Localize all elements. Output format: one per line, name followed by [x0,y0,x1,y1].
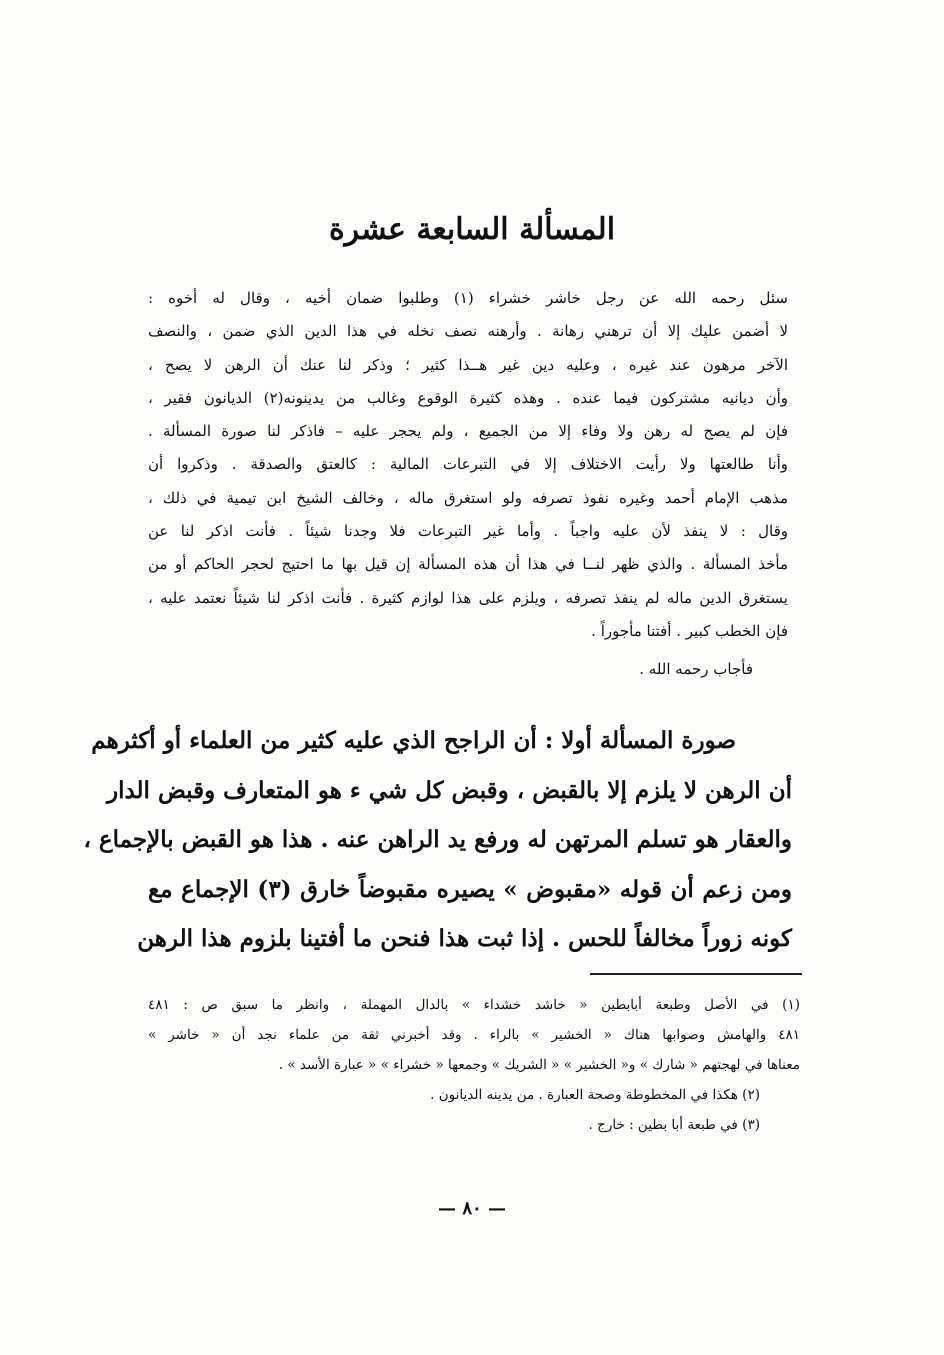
footnote-line: معناها في لهجتهم « شارك » و« الخشير » « الشريك » وجمعها « خشراء » « عبارة الأسد » . [278,1057,800,1073]
question-line: وقال : لا ينفذ لأن عليه واجباً . وأما غير التبرعات فلا وجدنا شيئاً . فأنت اذكر لنا عن [148,522,788,541]
answer-line: صورة المسألة أولا : أن الراجح الذي عليه كثير من العلماء أو أكثرهم [91,727,736,754]
question-line: سئل رحمه الله عن رجل خاشر خشراء (١) وطلبوا ضمان أخيه ، وقال له أخوه : [148,289,788,307]
section-heading: المسألة السابعة عشرة [328,212,616,247]
question-line: يستغرق الدين ماله لم ينفذ تصرفه ، ويلزم على هذا لوازم كثيرة . فأنت اذكر لنا شيئاً نعتمد عليه ، [148,588,788,607]
footnote-line: (١) في الأصل وطبعة أبابطين « خاشد خشداء » بالدال المهملة ، وانظر ما سبق ص : ٤٨١ [148,997,800,1013]
page-number: — ٨٠ — [438,1198,506,1219]
footnote-divider [590,973,802,975]
footnote-line: (٢) هكذا في المخطوطة وصحة العبارة . من يدينه الديانون . [430,1087,760,1103]
question-line: لا أضمن عليك إلا أن ترهني رهانة . وأرهنه نصف نخله في هذا الدين الذي ضمن ، والنصف [148,322,788,341]
answer-line: ومن زعم أن قوله «مقبوض » يصيره مقبوضاً خارق (٣) الإجماع مع [148,875,792,903]
footnote-line: (٣) في طبعة أبا بطين : خارج . [588,1117,760,1133]
question-line: مأخذ المسألة . والذي ظهر لنــا في هذا أن هذه المسألة إن قيل بها ما احتيج لحجر الحاكم أو من [148,555,788,574]
answer-paragraph [83,716,792,964]
answer-intro: فأجاب رحمه الله . [639,660,753,678]
question-line: فإن الخطب كبير . أفتنا مأجوراً . [591,621,788,640]
question-paragraph [148,282,788,648]
question-line: وأن ديانيه مشتركون فيما عنده . وهذه كثيرة الوقوع وغالب من يدينونه(٢) الديانون فقير ، [148,388,788,407]
question-line: فإن لم يصح له رهن ولا وفاء إلا من الجميع ، ولم يحجر عليه – فاذكر لنا صورة المسألة . [148,422,788,441]
answer-line: كونه زوراً مخالفاً للحس . إذا ثبت هذا فنحن ما أفتينا بلزوم هذا الرهن [137,925,792,952]
answer-line: أن الرهن لا يلزم إلا بالقبض ، وقبض كل شي ء هو المتعارف وقبض الدار [106,776,792,804]
footnotes [148,990,800,1140]
footnote-line: ٤٨١ والهامش وصوابها هناك « الخشير » بالراء . وقد أخبرني ثقة من علماء نجد أن « خاشر » [148,1027,800,1043]
question-line: مذهب الإمام أحمد وغيره نفوذ تصرفه ولو استغرق ماله ، وخالف الشيخ ابن تيمية في ذلك ، [148,488,788,507]
answer-line: والعقار هو تسلم المرتهن له ورفع يد الراهن عنه . هذا هو القبض بالإجماع ، [83,826,792,853]
question-line: الآخر مرهون عند غيره ، وعليه دين غير هــذا كثير ؛ وذكر لنا عنك أن الرهن لا يصح ، [148,355,788,374]
question-line: وأنا طالعتها ولا رأيت الاختلاف إلا في التبرعات المالية : كالعتق والصدقة . وذكروا أن [148,455,788,474]
